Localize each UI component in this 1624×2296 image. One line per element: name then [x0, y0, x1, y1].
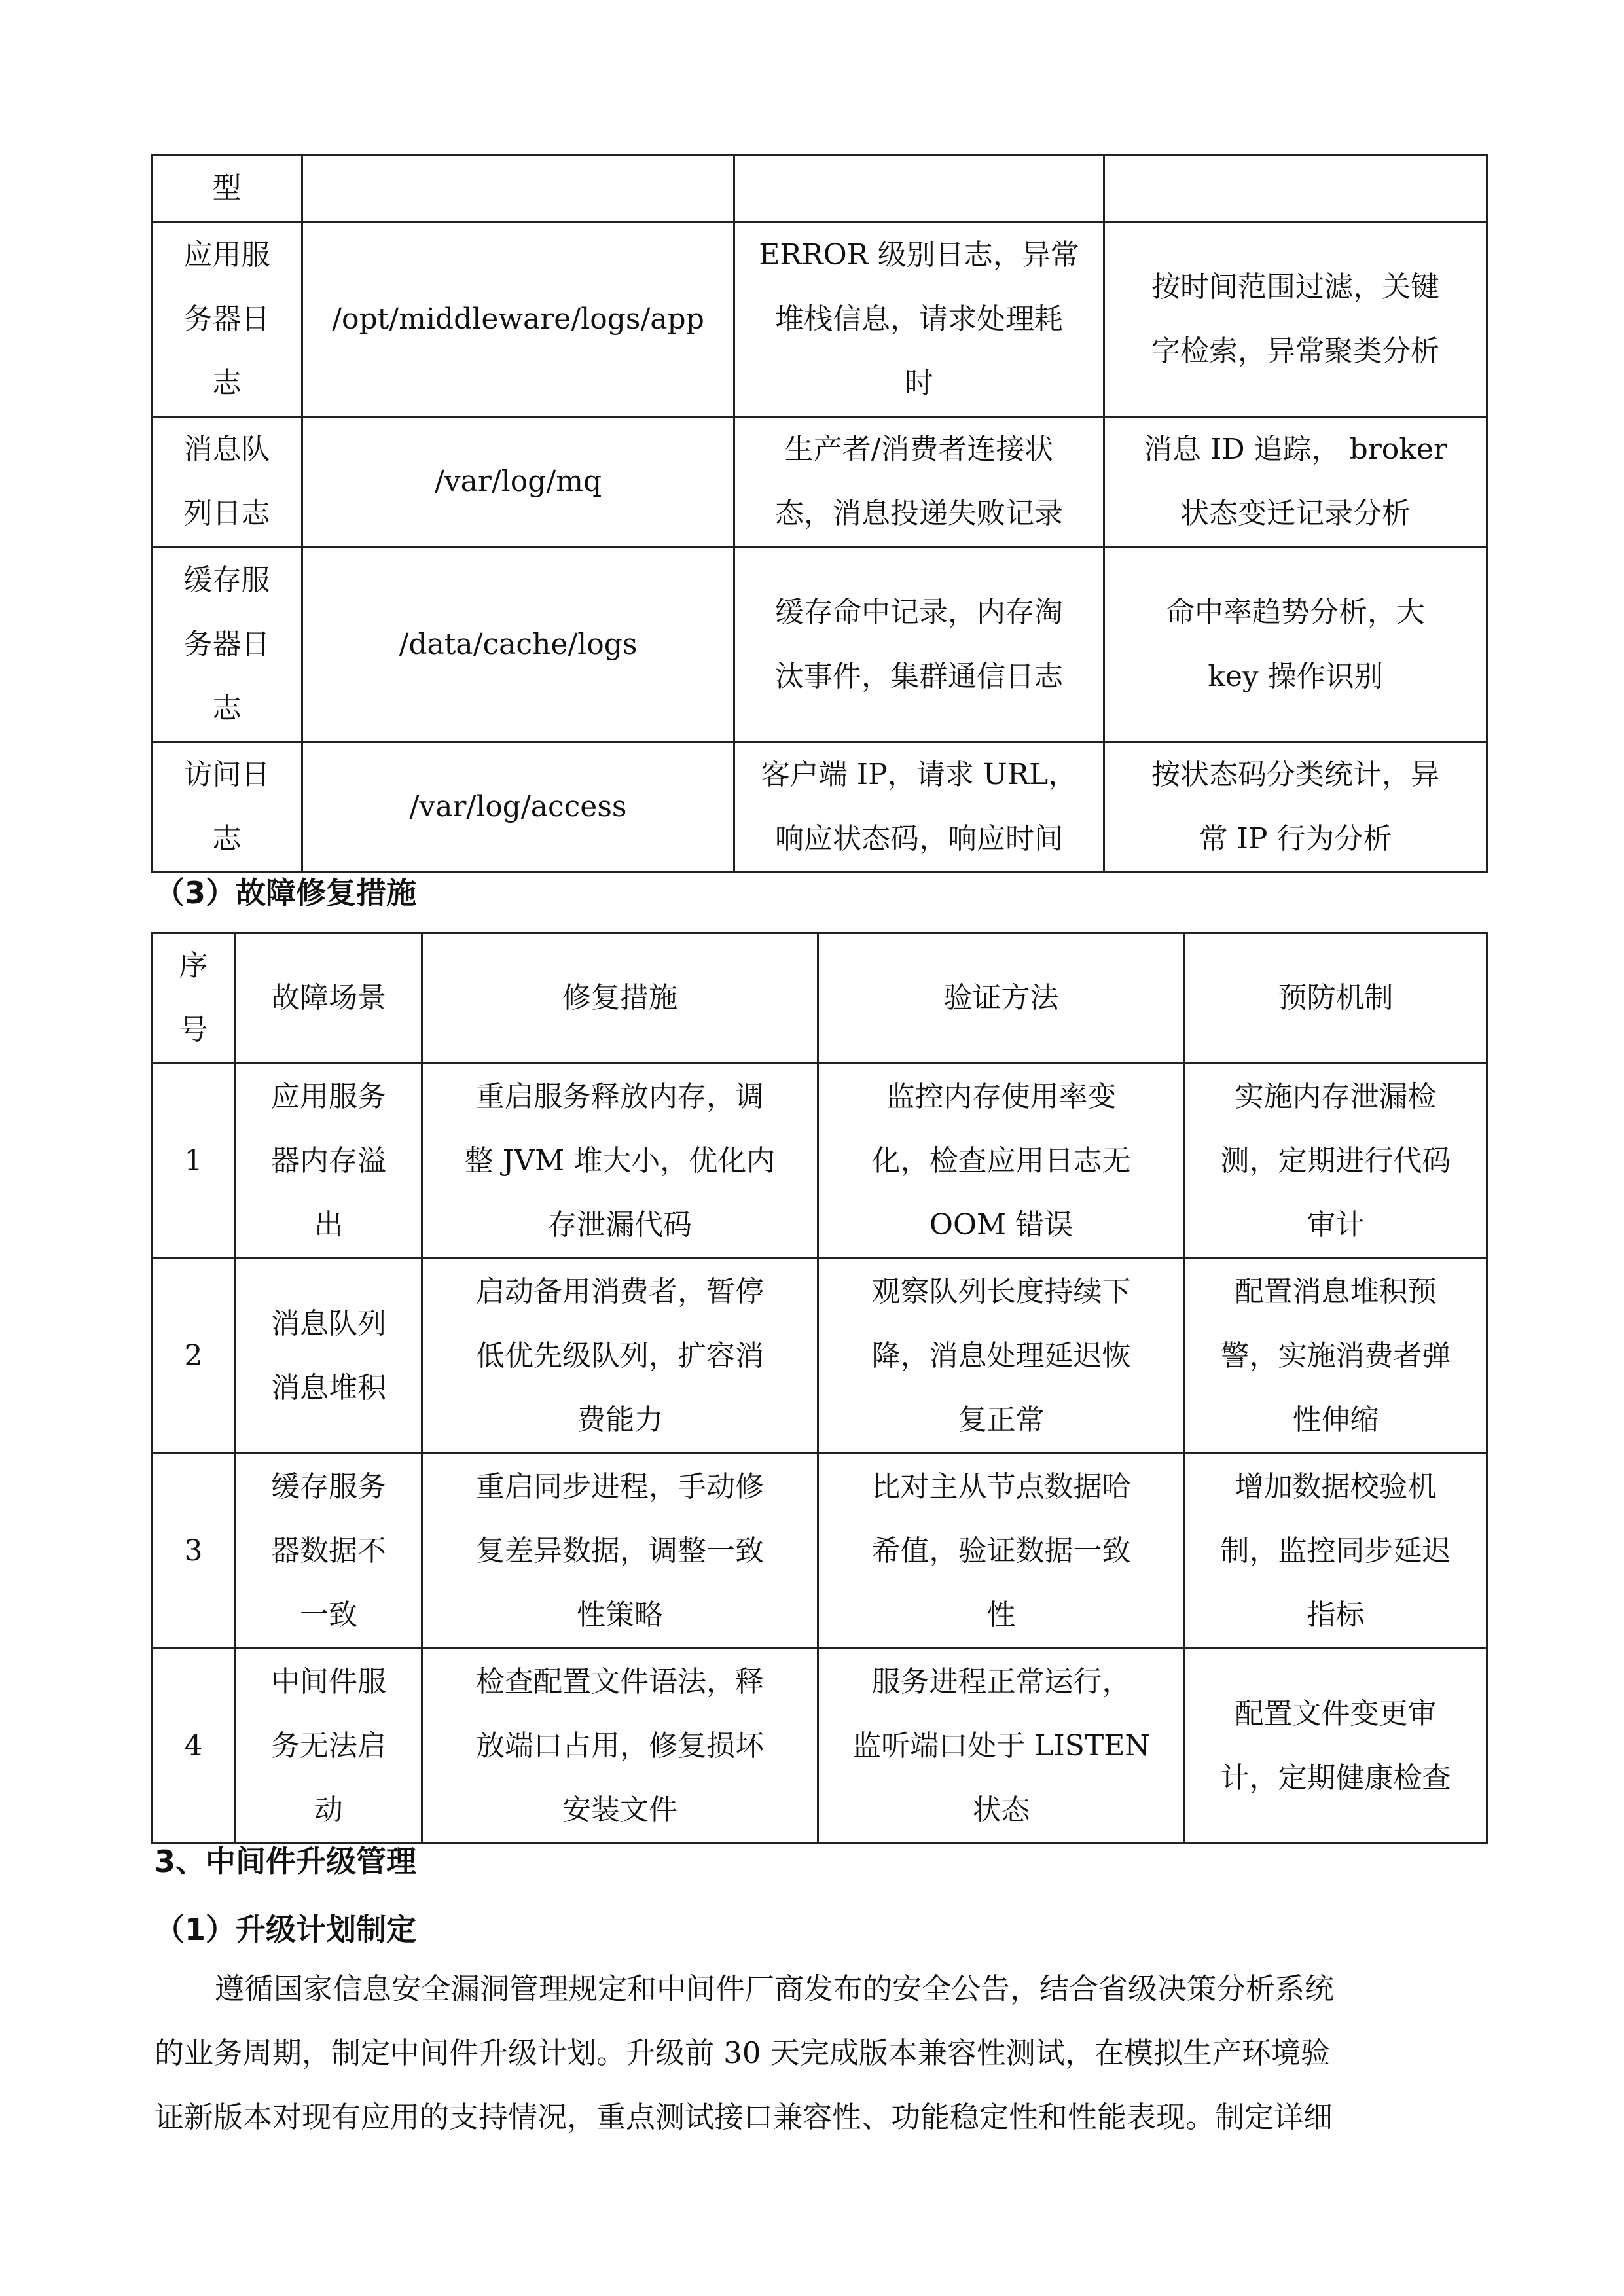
- prevent-cell: 增加数据校验机 制，监控同步延迟 指标: [1185, 1454, 1487, 1649]
- log-type-cell: 缓存服 务器日 志: [152, 547, 302, 742]
- log-analysis-cell: 按状态码分类统计，异 常 IP 行为分析: [1104, 742, 1487, 872]
- section-heading-plan: （1）升级计划制定: [154, 1912, 417, 1947]
- log-content-cell: 生产者/消费者连接状 态，消息投递失败记录: [734, 417, 1104, 547]
- paragraph-line: 证新版本对现有应用的支持情况，重点测试接口兼容性、功能稳定性和性能表现。制定详细: [154, 2100, 1333, 2134]
- row-no: 1: [152, 1064, 236, 1259]
- section-heading-upgrade: 3、中间件升级管理: [154, 1844, 417, 1879]
- log-content-cell: [734, 156, 1104, 222]
- row-no: 4: [152, 1649, 236, 1844]
- prevent-cell: 实施内存泄漏检 测，定期进行代码 审计: [1185, 1064, 1487, 1259]
- verify-cell: 监控内存使用率变 化，检查应用日志无 OOM 错误: [818, 1064, 1185, 1259]
- fix-cell: 启动备用消费者，暂停 低优先级队列，扩容消 费能力: [422, 1259, 818, 1454]
- table-row: [152, 1064, 1487, 1259]
- repair-table: [151, 932, 1488, 1844]
- scene-cell: 缓存服务 器数据不 一致: [236, 1454, 422, 1649]
- table-row: [152, 1649, 1487, 1844]
- table-row: [152, 742, 1487, 872]
- header-no: 序 号: [152, 933, 236, 1064]
- scene-cell: 消息队列 消息堆积: [236, 1259, 422, 1454]
- scene-cell: 应用服务 器内存溢 出: [236, 1064, 422, 1259]
- table-row: [152, 547, 1487, 742]
- table-row: [152, 222, 1487, 417]
- scene-cell: 中间件服 务无法启 动: [236, 1649, 422, 1844]
- log-content-cell: 客户端 IP，请求 URL， 响应状态码，响应时间: [734, 742, 1104, 872]
- table-row: [152, 1454, 1487, 1649]
- log-path-cell: /var/log/mq: [302, 417, 734, 547]
- verify-cell: 服务进程正常运行， 监听端口处于 LISTEN 状态: [818, 1649, 1185, 1844]
- table-row: [152, 156, 1487, 222]
- fix-cell: 重启服务释放内存，调 整 JVM 堆大小，优化内 存泄漏代码: [422, 1064, 818, 1259]
- log-analysis-cell: 按时间范围过滤，关键 字检索，异常聚类分析: [1104, 222, 1487, 417]
- header-prevent: 预防机制: [1185, 933, 1487, 1064]
- header-verify: 验证方法: [818, 933, 1185, 1064]
- fix-cell: 检查配置文件语法，释 放端口占用，修复损坏 安装文件: [422, 1649, 818, 1844]
- row-no: 2: [152, 1259, 236, 1454]
- log-type-cell: 消息队 列日志: [152, 417, 302, 547]
- section-heading-repair: （3）故障修复措施: [154, 875, 417, 910]
- prevent-cell: 配置文件变更审 计，定期健康检查: [1185, 1649, 1487, 1844]
- log-analysis-cell: [1104, 156, 1487, 222]
- verify-cell: 观察队列长度持续下 降，消息处理延迟恢 复正常: [818, 1259, 1185, 1454]
- log-content-cell: ERROR 级别日志，异常 堆栈信息，请求处理耗 时: [734, 222, 1104, 417]
- table-header-row: [152, 933, 1487, 1064]
- log-type-cell: 访问日 志: [152, 742, 302, 872]
- paragraph-line: 遵循国家信息安全漏洞管理规定和中间件厂商发布的安全公告，结合省级决策分析系统: [215, 1971, 1335, 2006]
- log-path-cell: /data/cache/logs: [302, 547, 734, 742]
- table-row: [152, 1259, 1487, 1454]
- log-table: [151, 154, 1488, 873]
- row-no: 3: [152, 1454, 236, 1649]
- log-content-cell: 缓存命中记录，内存淘 汰事件，集群通信日志: [734, 547, 1104, 742]
- verify-cell: 比对主从节点数据哈 希值，验证数据一致 性: [818, 1454, 1185, 1649]
- body-paragraph: [154, 1957, 1483, 2149]
- paragraph-line: 的业务周期，制定中间件升级计划。升级前 30 天完成版本兼容性测试，在模拟生产环境验: [154, 2036, 1330, 2070]
- header-scene: 故障场景: [236, 933, 422, 1064]
- log-type-cell: 型: [152, 156, 302, 222]
- fix-cell: 重启同步进程，手动修 复差异数据，调整一致 性策略: [422, 1454, 818, 1649]
- table-row: [152, 417, 1487, 547]
- prevent-cell: 配置消息堆积预 警，实施消费者弹 性伸缩: [1185, 1259, 1487, 1454]
- log-analysis-cell: 消息 ID 追踪， broker 状态变迁记录分析: [1104, 417, 1487, 547]
- log-path-cell: /var/log/access: [302, 742, 734, 872]
- log-path-cell: [302, 156, 734, 222]
- log-analysis-cell: 命中率趋势分析，大 key 操作识别: [1104, 547, 1487, 742]
- log-path-cell: /opt/middleware/logs/app: [302, 222, 734, 417]
- header-fix: 修复措施: [422, 933, 818, 1064]
- log-type-cell: 应用服 务器日 志: [152, 222, 302, 417]
